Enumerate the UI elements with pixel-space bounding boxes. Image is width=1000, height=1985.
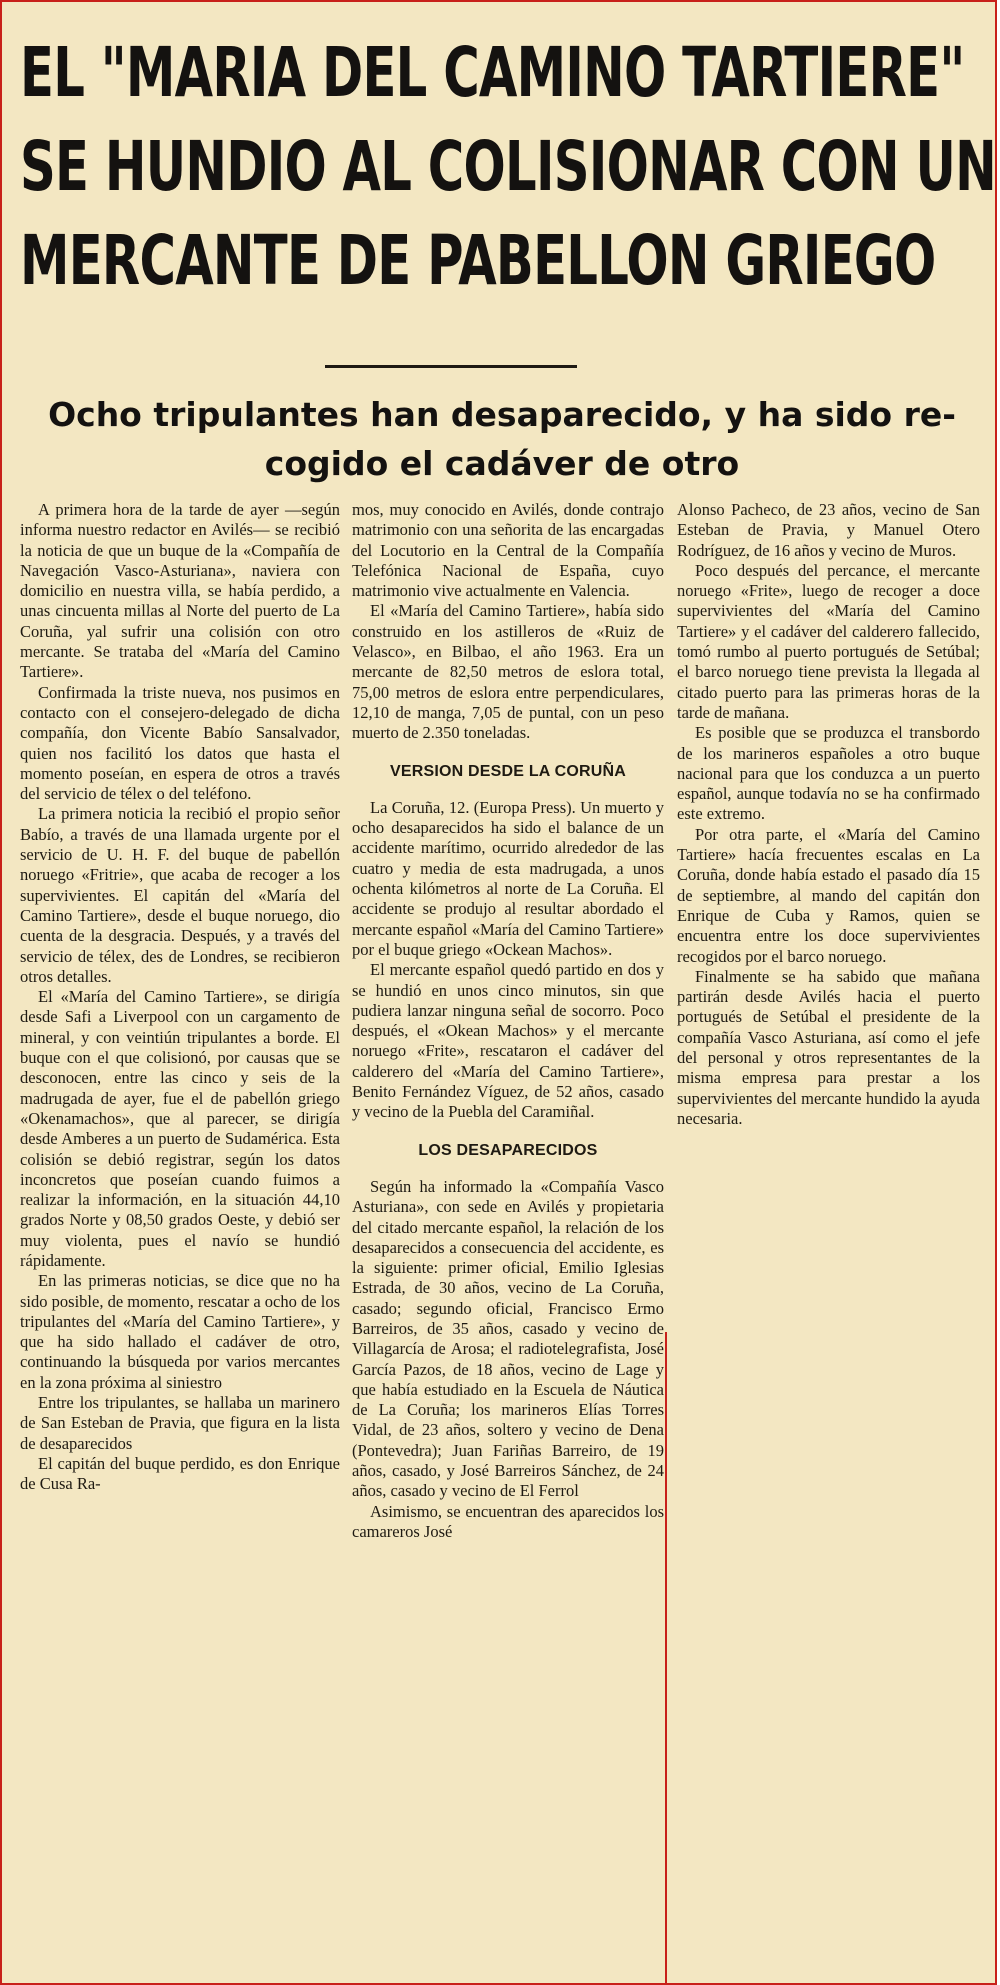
paragraph: En las primeras noticias, se dice que no ha sido posible, de momento, rescatar a ocho de los tripulantes del «María del Camino Tartiere», y que ha sido hallado el cadáver de otro, continuando la búsqueda por varios mercantes en la zona próxima al siniestro	[20, 1271, 340, 1392]
column-2	[352, 500, 664, 1542]
subheadline-line: cogido el cadáver de otro	[264, 444, 740, 483]
paragraph: mos, muy conocido en Avilés, donde contrajo matrimonio con una señorita de las encargadas del Locutorio en la Central de la Compañía Telefónica Nacional de España, cuyo matrimonio vive actualmente en Valencia.	[352, 500, 664, 601]
paragraph: Alonso Pacheco, de 23 años, vecino de San Esteban de Pravia, y Manuel Otero Rodríguez, de 16 años y vecino de Muros.	[677, 500, 980, 560]
headline-line: MERCANTE DE PABELLON GRIEGO	[20, 221, 936, 301]
paragraph: Según ha informado la «Compañía Vasco Asturiana», con sede en Avilés y propietaria del citado mercante español, la relación de los desaparecidos a consecuencia del accidente, es la siguiente: primer oficial, Emilio Iglesias Estrada, de 30 años, vecino de La Coruña, casado; segundo oficial, Francisco Ermo Barreiros, de 35 años, casado y vecino de Villagarcía de Arosa; el radiotelegrafista, José García Pazos, de 18 años, vecino de Lage y que había estudiado en la Escuela de Náutica de La Coruña; los marineros Elías Torres Vidal, de 23 años, soltero y vecino de Dena (Pontevedra); Juan Fariñas Barreiro, de 19 años, casado, y José Barreiros Sánchez, de 24 años, casado y vecino de El Ferrol	[352, 1176, 664, 1501]
subheadline	[22, 390, 982, 488]
headline-line: EL "MARIA DEL CAMINO TARTIERE"	[20, 33, 965, 113]
headline-line: SE HUNDIO AL COLISIONAR CON UN	[20, 127, 996, 207]
paragraph: Asimismo, se encuentran des aparecidos los camareros José	[352, 1501, 664, 1541]
paragraph: A primera hora de la tarde de ayer —según informa nuestro redactor en Avilés— se recibió la noticia de que un buque de la «Compañía de Navegación Vasco-Asturiana», naviera con domicilio en nuestra villa, se había perdido, a unas cincuenta millas al Norte del puerto de La Coruña, yal sufrir una colisión con otro mercante. Se trataba del «María del Camino Tartiere».	[20, 500, 340, 682]
paragraph: La primera noticia la recibió el propio señor Babío, a través de una llamada urgente por el servicio de U. H. F. del buque de pabellón noruego «Fritrie», que acaba de recoger a los supervivientes. El capitán del «María del Camino Tartiere», desde el buque noruego, dio cuenta de la desgracia. Después, y a través del servicio de télex, des de Londres, se recibieron otros detalles.	[20, 804, 340, 986]
paragraph: Confirmada la triste nueva, nos pusimos en contacto con el consejero-delegado de dicha compañía, don Vicente Babío Sansalvador, quien nos facilitó los datos que hasta el momento poseían, en espera de otros a través del servicio de télex o del teléfono.	[20, 682, 340, 804]
paragraph: Por otra parte, el «María del Camino Tartiere» hacía frecuentes escalas en La Coruña, donde había estado el pasado día 15 de septiembre, al mando del capitán don Enrique de Cuba y Ramos, quien se encuentra entre los doce supervivientes recogidos por el barco noruego.	[677, 824, 980, 966]
headline-rule	[325, 365, 577, 368]
section-heading-desaparecidos: LOS DESAPARECIDOS	[418, 1141, 598, 1159]
subheadline-line: Ocho tripulantes han desaparecido, y ha sido re-	[48, 395, 956, 434]
headline	[20, 26, 996, 308]
paragraph: Es posible que se produzca el transbordo de los marineros españoles a otro buque nacional para que los conduzca a un puerto español, aunque todavía no se ha confirmado este extremo.	[677, 723, 980, 824]
column-3	[677, 500, 980, 1129]
paragraph: Finalmente se ha sabido que mañana partirán desde Avilés hacia el puerto portugués de Setúbal el presidente de la compañía Vasco Asturiana, así como el jefe del personal y otros representantes de la misma empresa para prestar a los supervivientes del mercante hundido la ayuda necesaria.	[677, 966, 980, 1128]
paragraph: El capitán del buque perdido, es don Enrique de Cusa Ra-	[20, 1453, 340, 1494]
paragraph: La Coruña, 12. (Europa Press). Un muerto y ocho desaparecidos ha sido el balance de un accidente marítimo, ocurrido alrededor de las cuatro y media de esta madrugada, a unos ochenta kilómetros al norte de La Coruña. El accidente se produjo al resultar abordado el mercante español «María del Camino Tartiere» por el buque griego «Ockean Machos».	[352, 797, 664, 959]
paragraph: Poco después del percance, el mercante noruego «Frite», luego de recoger a doce supervivientes del «María del Camino Tartiere» y el cadáver del calderero fallecido, tomó rumbo al puerto portugués de Setúbal; el barco noruego tiene prevista la llegada al citado puerto para las primeras horas de la tarde de mañana.	[677, 560, 980, 722]
section-heading-coruna: VERSION DESDE LA CORUÑA	[389, 762, 627, 780]
paragraph: El «María del Camino Tartiere», se dirigía desde Safi a Liverpool con un cargamento de mineral, y con veintiún tripulantes a borde. El buque con el que colisionó, por causas que se desconocen, entre las cinco y seis de la madrugada de ayer, fue el de pabellón griego «Okenamachos», que al parecer, se dirigía desde Amberes a un puerto de Sudamérica. Esta colisión se debió registrar, según los datos inconcretos que poseían cuando fuimos a realizar la información, en la situación 44,10 grados Norte y 08,50 grados Oeste, y debió ser muy violenta, pues el navío se hundió rápidamente.	[20, 987, 340, 1270]
paragraph: Entre los tripulantes, se hallaba un marinero de San Esteban de Pravia, que figura en la lista de desaparecidos	[20, 1393, 340, 1453]
paragraph: El mercante español quedó partido en dos y se hundió en unos cinco minutos, sin que pudiera lanzar ninguna señal de socorro. Poco después, el «Okean Machos» y el mercante noruego «Frite», rescataron el cadáver del calderero del «María del Camino Tartiere», Benito Fernández Víguez, de 52 años, casado y vecino de la Puebla del Caramiñal.	[352, 960, 664, 1122]
paragraph: El «María del Camino Tartiere», había sido construido en los astilleros de «Ruiz de Velasco», en Bilbao, el año 1963. Era un mercante de 82,50 metros de eslora total, 75,00 metros de eslora entre perpendiculares, 12,10 de manga, 7,05 de puntal, con un peso muerto de 2.350 toneladas.	[352, 601, 664, 743]
column-1	[20, 500, 340, 1495]
